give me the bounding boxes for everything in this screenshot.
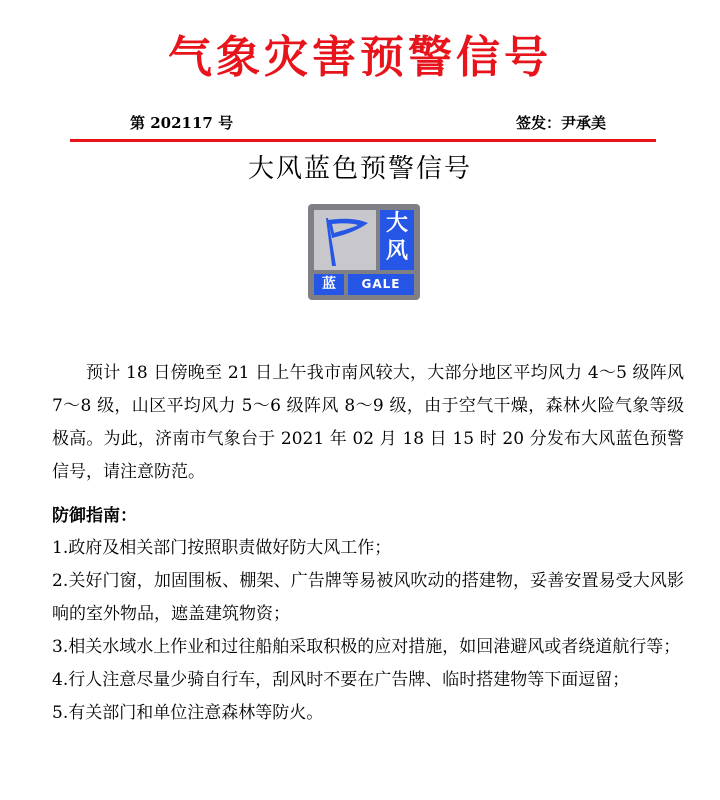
issue-number: 第 202117 号 <box>130 114 234 132</box>
guide-item: 1.政府及相关部门按照职责做好防大风工作； <box>52 538 392 558</box>
flag-icon <box>314 210 376 270</box>
signer: 签发：尹承美 <box>516 114 607 132</box>
guide-item: 5.有关部门和单位注意森林等防火。 <box>52 703 324 723</box>
icon-english-label: GALE <box>348 274 414 295</box>
signal-title: 大风蓝色预警信号 <box>247 154 472 184</box>
document-title: 气象灾害预警信号 <box>168 32 552 83</box>
icon-kanji-line1: 大 <box>385 211 408 236</box>
guide-list <box>52 532 684 730</box>
header-divider <box>70 139 656 142</box>
icon-kanji-line2: 风 <box>385 239 408 264</box>
guide-item: 2.关好门窗，加固围板、棚架、广告牌等易被风吹动的搭建物，妥善安置易受大风影响的室外物品，遮盖建筑物资； <box>52 571 684 624</box>
guide-heading: 防御指南： <box>52 506 137 526</box>
forecast-paragraph: 预计 18 日傍晚至 21 日上午我市南风较大，大部分地区平均风力 4～5 级阵风 7～8 级，山区平均风力 5～6 级阵风 8～9 级，由于空气干燥，森林火险气象等级极高。为此，济南市气象台于 2021 年 02 月 18 日 15 时 20 分发布大风蓝色预警信号，请注意防范。 <box>52 363 684 482</box>
icon-kanji <box>380 210 414 270</box>
gale-blue-warning-icon <box>308 204 420 300</box>
guide-item: 4.行人注意尽量少骑自行车，刮风时不要在广告牌、临时搭建物等下面逗留； <box>52 670 630 690</box>
guide-item: 3.相关水域水上作业和过往船舶采取积极的应对措施，如回港避风或者绕道航行等； <box>52 637 681 657</box>
icon-color-label: 蓝 <box>314 274 344 295</box>
